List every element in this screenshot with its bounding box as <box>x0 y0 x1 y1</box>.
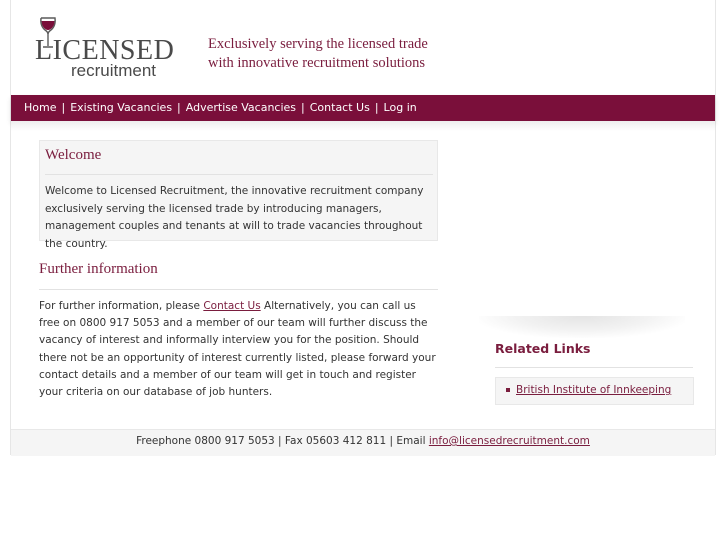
further-info-divider <box>39 289 438 290</box>
site-footer <box>11 429 715 456</box>
contact-us-link[interactable]: Contact Us <box>203 300 261 312</box>
nav-separator: | <box>374 101 379 114</box>
nav-log-in[interactable]: Log in <box>383 101 417 114</box>
site-tagline <box>208 35 428 73</box>
related-links-list <box>495 377 694 405</box>
nav-separator: | <box>61 101 66 114</box>
square-bullet-icon <box>506 388 510 392</box>
nav-contact-us[interactable]: Contact Us <box>309 101 370 114</box>
nav-existing-vacancies[interactable]: Existing Vacancies <box>70 101 173 114</box>
further-text-start: For further information, please <box>39 300 204 312</box>
welcome-panel <box>39 140 438 250</box>
site-header <box>11 0 715 95</box>
tagline-line-2: with innovative recruitment solutions <box>208 55 426 71</box>
nav-separator: | <box>301 101 305 114</box>
nav-home[interactable]: Home <box>24 101 57 114</box>
further-info-body <box>39 298 439 401</box>
nav-shadow <box>11 121 715 131</box>
footer-email-link[interactable]: info@licensedrecruitment.com <box>428 435 590 447</box>
site-logo[interactable] <box>33 16 183 82</box>
related-links-heading: Related Links <box>495 341 591 356</box>
tagline-line-1: Exclusively serving the licensed trade <box>208 36 428 52</box>
welcome-body: Welcome to Licensed Recruitment, the innovative recruitment company exclusively serving the licensed trade by introducing managers, management couples and tenants at will to trade vacancies throughout the country. <box>45 185 424 250</box>
further-info-heading: Further information <box>39 261 158 277</box>
page-container <box>10 0 716 455</box>
related-links-divider <box>495 367 693 368</box>
main-navigation <box>11 95 715 121</box>
sidebar-shadow <box>479 316 685 338</box>
logo-subtitle: recruitment <box>71 61 157 80</box>
logo-wordmark: LICENSED <box>35 35 175 66</box>
related-link-bii[interactable]: British Institute of Innkeeping <box>516 384 672 396</box>
nav-advertise-vacancies[interactable]: Advertise Vacancies <box>185 101 297 114</box>
nav-separator: | <box>177 101 181 114</box>
footer-contact-text: Freephone 0800 917 5053 | Fax 05603 412 811 | Email <box>136 435 429 447</box>
further-text-end: Alternatively, you can call us free on 0800 917 5053 and a member of our team will further discuss the vacancy of interest and informally interview you for the position. Should there not be an opportunity of interest currently listed, please forward your contact details and a member of our team will get in touch and register your criteria on our database of job hunters. <box>39 300 436 399</box>
welcome-heading: Welcome <box>45 147 102 163</box>
welcome-divider <box>45 174 433 175</box>
